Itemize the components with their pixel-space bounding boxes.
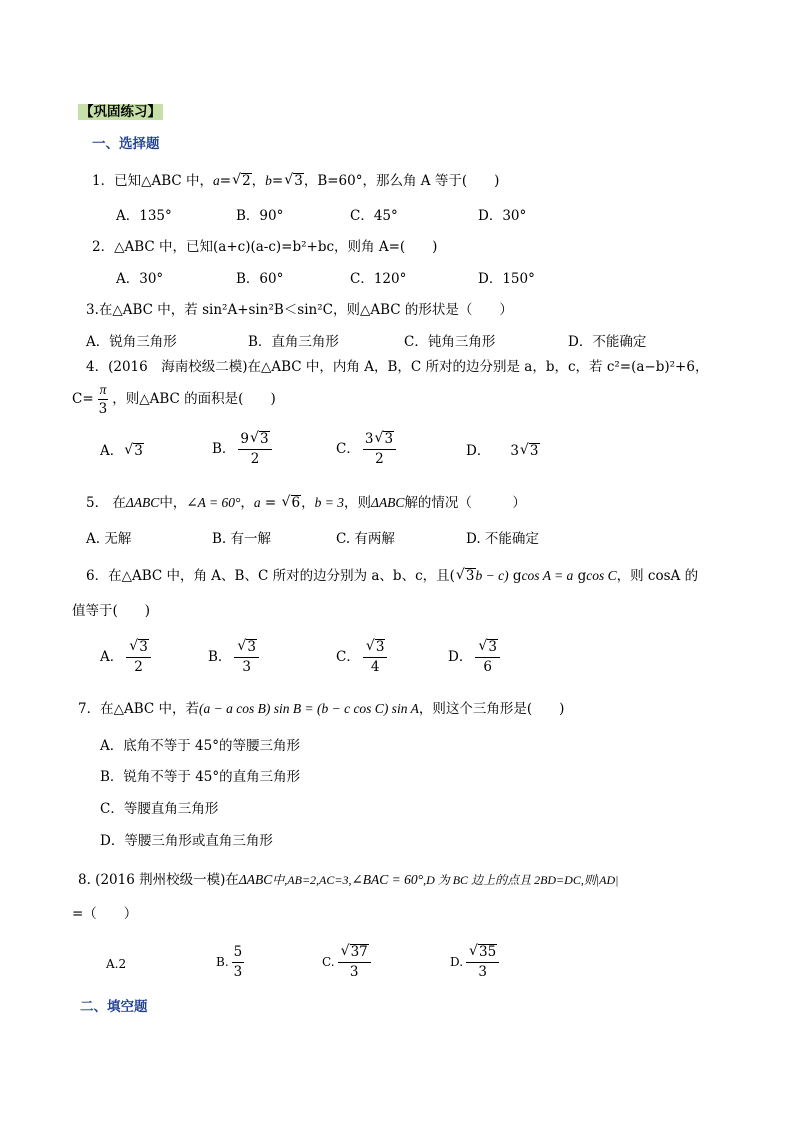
question-8-line2: =（ ） — [72, 906, 138, 922]
q6-text: 6．在△ABC 中，角 A、B、C 所对的边分别为 a、b、c，且 — [86, 568, 450, 584]
q6-opt-a-num — [126, 638, 151, 658]
q6-option-b — [208, 638, 262, 677]
q8-opt-b-frac — [232, 943, 245, 982]
q5-var-b: b = 3 — [314, 495, 345, 510]
q6-paren: ( — [449, 568, 455, 584]
q4-opt-d-sqrt — [520, 442, 540, 460]
question-6-line2: 值等于( ) — [72, 603, 151, 619]
q1-eq: = — [219, 173, 232, 189]
practice-header — [78, 103, 163, 121]
q1-option-a: A．135° — [116, 208, 172, 224]
q6-g1: g — [508, 568, 522, 584]
q8-opt-c-rad: 37 — [350, 944, 368, 960]
q6-opt-d-sqrt — [478, 638, 498, 657]
q8-opt-b-den: 3 — [233, 964, 243, 980]
q4-opt-c-num — [363, 430, 396, 450]
q5-option-b: B. 有一解 — [212, 531, 272, 547]
q6-opt-d-den: 6 — [483, 659, 492, 675]
q4-opt-b-num — [238, 430, 271, 450]
question-4-line2 — [72, 380, 276, 419]
q6-sqrt-3 — [456, 567, 476, 585]
q6-opt-c-label: C． — [336, 649, 360, 665]
q1-option-d: D．30° — [478, 208, 527, 224]
q6-text-end: ，则 cosA 的 — [616, 568, 699, 584]
q5-text: 5． 在 — [86, 495, 126, 511]
q4-option-d — [466, 442, 540, 460]
q3-option-d: D．不能确定 — [568, 334, 647, 350]
q1-eq2: = — [271, 173, 284, 189]
q8-opt-d-label: D. — [450, 955, 464, 969]
q5-triangle2: ΔABC — [371, 495, 405, 510]
q8-option-d — [450, 943, 502, 982]
q4-opt-d-label: D． — [466, 443, 491, 459]
q6-opt-d-num — [475, 638, 500, 658]
q8-option-b — [216, 943, 247, 982]
q3-option-b: B．直角三角形 — [248, 334, 339, 350]
q6-option-a — [100, 638, 154, 677]
q1-sqrt-3 — [284, 172, 304, 190]
q6-option-d — [448, 638, 503, 677]
q4-opt-c-label: C． — [336, 441, 360, 457]
q1-rad-2: 2 — [242, 173, 251, 189]
q5-sqrt-6 — [282, 494, 302, 512]
q4-opt-b-den: 2 — [250, 451, 260, 467]
question-4-line1: 4．(2016 海南校级二模)在△ABC 中，内角 A，B，C 所对的边分别是 a，b，c，若 c²=(a−b)²+6， — [86, 359, 709, 375]
q8-mid: 中,AB=2,AC=3, — [272, 873, 352, 887]
q1-option-c: C．45° — [350, 208, 398, 224]
q1-rad-3: 3 — [294, 173, 303, 189]
q5-var-a: a — [253, 495, 261, 510]
q1-comma: ， — [251, 173, 266, 189]
q4-opt-c-frac — [363, 430, 396, 469]
q1-text: 1．已知△ABC 中， — [92, 173, 214, 189]
q8-text: 8. (2016 荆州校级一模)在 — [78, 872, 239, 888]
q8-option-c — [322, 943, 374, 982]
question-1 — [92, 172, 499, 190]
question-3: 3.在△ABC 中，若 sin²A+sin²B＜sin²C，则△ABC 的形状是（ ） — [86, 302, 513, 318]
q8-opt-d-rad: 35 — [479, 944, 497, 960]
q6-opt-b-rad: 3 — [247, 639, 257, 655]
q8-triangle: ΔABC — [238, 872, 273, 887]
q5-mid: 中， — [159, 495, 187, 511]
q6-rad: 3 — [465, 568, 475, 584]
q4-option-a — [100, 442, 144, 460]
q8-opt-b-num: 5 — [232, 943, 245, 963]
q6-opt-a-frac — [126, 638, 151, 677]
q4-opt-d-rad: 3 — [529, 443, 539, 459]
q8-opt-b-label: B. — [216, 955, 229, 969]
q4-pi-over-3 — [97, 380, 110, 419]
q4-option-c — [336, 430, 399, 469]
q4-opt-c-sqrt — [374, 430, 394, 449]
q6-opt-d-rad: 3 — [488, 639, 497, 655]
q8-opt-c-num — [338, 943, 371, 963]
q5-triangle: ΔABC — [125, 495, 160, 510]
q5-comma2: ， — [301, 495, 315, 511]
q8-option-a: A.2 — [106, 957, 127, 971]
q6-opt-c-sqrt — [366, 638, 386, 657]
q6-opt-c-num — [363, 638, 388, 658]
q6-opt-a-den: 2 — [134, 659, 143, 675]
q5-option-a: A. 无解 — [86, 531, 132, 547]
q4-opt-b-coef: 9 — [240, 431, 250, 447]
q5-mid2: ，则 — [344, 495, 372, 511]
q7-text: 7．在△ABC 中，若 — [78, 701, 200, 717]
q6-opt-d-frac — [475, 638, 500, 677]
q4-three: 3 — [98, 401, 108, 417]
question-8 — [78, 871, 618, 889]
q6-opt-b-den: 3 — [242, 659, 252, 675]
q8-opt-d-sqrt — [469, 943, 497, 962]
q4-opt-d-coef: 3 — [510, 443, 519, 459]
q7-expr: (a − a cos B) sin B = (b − c cos C) sin A — [199, 701, 419, 716]
q1-text-end: ，B=60°，那么角 A 等于( ) — [303, 173, 500, 189]
q2-option-a: A．30° — [116, 271, 164, 287]
q4-opt-b-rad: 3 — [260, 431, 269, 447]
q1-var-b: b — [265, 173, 272, 188]
q7-option-d: D．等腰三角形或直角三角形 — [100, 833, 273, 849]
q8-opt-d-frac — [466, 943, 499, 982]
q8-opt-c-sqrt — [341, 943, 369, 962]
q7-text-end: ，则这个三角形是( ) — [418, 701, 565, 717]
q4-text-end: ，则△ABC 的面积是( ) — [112, 391, 276, 407]
q4-pi: π — [98, 380, 109, 400]
q4-opt-a-sqrt — [124, 442, 144, 460]
q1-var-a: a — [213, 173, 220, 188]
q2-option-c: C．120° — [350, 271, 407, 287]
q8-opt-c-den: 3 — [349, 964, 359, 980]
question-6 — [86, 567, 698, 585]
q8-opt-d-num — [466, 943, 499, 963]
q6-cos-c: cos C — [586, 568, 617, 583]
section-fill-title: 二、填空题 — [80, 999, 148, 1015]
q5-eq: = — [260, 495, 281, 511]
question-5 — [86, 494, 526, 512]
q6-opt-b-num — [234, 638, 259, 658]
q6-opt-a-label: A． — [100, 649, 124, 665]
question-7 — [78, 700, 564, 718]
q2-option-d: D．150° — [478, 271, 535, 287]
q5-option-d: D. 不能确定 — [466, 531, 539, 547]
q1-sqrt-2 — [232, 172, 252, 190]
q6-cos-a: cos A = a — [521, 568, 574, 583]
q8-opt-c-label: C. — [322, 955, 335, 969]
q4-opt-c-coef: 3 — [364, 431, 374, 447]
q6-opt-d-label: D． — [448, 649, 473, 665]
q4-opt-b-sqrt — [250, 430, 270, 449]
section-choice-title: 一、选择题 — [92, 136, 160, 152]
q5-rad: 6 — [291, 495, 301, 511]
q8-opt-c-frac — [338, 943, 371, 982]
q7-option-c: C．等腰直角三角形 — [100, 801, 219, 817]
q1-option-b: B．90° — [236, 208, 284, 224]
q5-option-c: C. 有两解 — [336, 531, 395, 547]
q6-opt-b-frac — [234, 638, 259, 677]
q4-opt-b-label: B． — [212, 441, 236, 457]
q2-option-b: B．60° — [236, 271, 284, 287]
q5-text-end: 解的情况（ ） — [404, 495, 526, 511]
q6-expr: b − c) — [475, 568, 509, 583]
q6-opt-a-sqrt — [129, 638, 149, 657]
q8-angle: ∠BAC = 60° — [351, 872, 424, 887]
q8-opt-d-den: 3 — [478, 964, 487, 980]
q6-opt-c-den: 4 — [370, 659, 380, 675]
q7-option-b: B．锐角不等于 45°的直角三角形 — [100, 769, 301, 785]
q6-opt-c-frac — [363, 638, 388, 677]
q8-text-end: ,D 为 BC 边上的点且 2BD=DC,则|AD| — [423, 873, 619, 887]
q6-opt-b-sqrt — [237, 638, 257, 657]
q6-option-c — [336, 638, 390, 677]
q4-c-eq: C= — [72, 391, 94, 407]
q6-opt-b-label: B． — [208, 649, 232, 665]
question-2: 2．△ABC 中，已知(a+c)(a-c)=b²+bc，则角 A=( ) — [92, 239, 438, 255]
q5-angle: ∠A = 60° — [186, 495, 241, 510]
q4-opt-b-frac — [238, 430, 271, 469]
q4-opt-c-den: 2 — [375, 451, 384, 467]
q5-comma: ， — [240, 495, 254, 511]
q6-opt-a-rad: 3 — [139, 639, 148, 655]
q3-option-a: A．锐角三角形 — [86, 334, 177, 350]
q4-option-b — [212, 430, 275, 469]
q4-opt-c-rad: 3 — [384, 431, 394, 447]
q4-opt-a-rad: 3 — [134, 443, 143, 459]
practice-label: 【巩固练习】 — [80, 104, 161, 120]
q3-option-c: C．钝角三角形 — [404, 334, 496, 350]
q4-opt-a-label: A． — [100, 443, 124, 459]
q6-opt-c-rad: 3 — [375, 639, 385, 655]
q6-g2: g — [573, 568, 587, 584]
q7-option-a: A．底角不等于 45°的等腰三角形 — [100, 738, 300, 754]
